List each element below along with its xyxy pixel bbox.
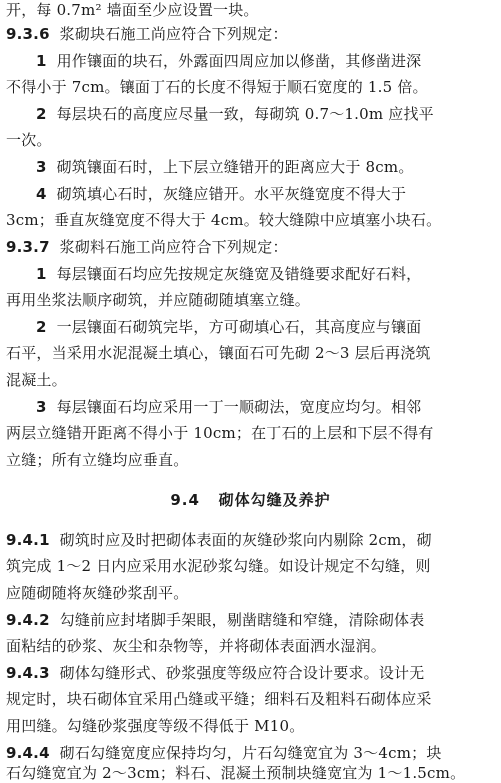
paragraph-text: 应随砌随将灰缝砂浆刮平。 — [6, 584, 189, 602]
section-number: 9.4 — [170, 491, 200, 509]
text-line — [6, 583, 496, 603]
item-number: 3 — [36, 158, 47, 176]
list-item — [36, 397, 496, 417]
paragraph-text: 立缝；所有立缝均应垂直。 — [6, 451, 189, 469]
paragraph-text: 筑完成 1～2 日内应采用水泥砂浆勾缝。如设计规定不勾缝，则 — [6, 557, 431, 575]
item-text: 用作镶面的块石，外露面四周应加以修凿，其修凿进深 — [56, 52, 422, 70]
text-line — [6, 210, 496, 230]
text-line — [6, 0, 496, 20]
text-line — [6, 556, 496, 576]
item-number: 4 — [36, 185, 47, 203]
item-text: 每层镶面石均应采用一丁一顺砌法，宽度应均匀。相邻 — [56, 398, 422, 416]
clause-number: 9.4.1 — [6, 531, 50, 549]
paragraph-text: 再用坐浆法顺序砌筑，并应随砌随填塞立缝。 — [6, 291, 311, 309]
list-item — [36, 317, 496, 337]
list-item — [36, 264, 496, 284]
paragraph-text: 两层立缝错开距离不得小于 10cm；在丁石的上层和下层不得有 — [6, 424, 434, 442]
clause-9-4-3 — [6, 663, 496, 683]
item-number: 2 — [36, 318, 47, 336]
paragraph-text: 3cm；垂直灰缝宽度不得大于 4cm。较大缝隙中应填塞小块石。 — [6, 211, 442, 229]
text-line — [6, 689, 496, 709]
clause-9-3-7 — [6, 237, 496, 257]
paragraph-text: 一次。 — [6, 131, 52, 149]
clause-text: 浆砌块石施工尚应符合下列规定： — [59, 25, 288, 43]
text-line — [6, 763, 496, 783]
clause-text: 勾缝前应封堵脚手架眼，剔凿瞎缝和窄缝，清除砌体表 — [59, 611, 425, 629]
clause-number: 9.4.3 — [6, 664, 50, 682]
paragraph-text: 规定时，块石砌体宜采用凸缝或平缝；细料石及粗料石砌体应采 — [6, 690, 432, 708]
paragraph-text: 石平，当采用水泥混凝土填心，镶面石可先砌 2～3 层后再浇筑 — [6, 344, 431, 362]
paragraph-text: 石勾缝宽宜为 2～3cm；料石、混凝土预制块缝宽宜为 1～1.5cm。 — [6, 764, 466, 782]
list-item — [36, 51, 496, 71]
item-text: 每层块石的高度应尽量一致，每砌筑 0.7～1.0m 应找平 — [56, 105, 434, 123]
text-line — [6, 716, 496, 736]
clause-9-4-4 — [6, 743, 496, 763]
text-line — [6, 290, 496, 310]
paragraph-text: 面粘结的砂浆、灰尘和杂物等，并将砌体表面洒水湿润。 — [6, 637, 387, 655]
list-item — [36, 104, 496, 124]
item-number: 3 — [36, 398, 47, 416]
list-item — [36, 157, 496, 177]
clause-number: 9.4.4 — [6, 744, 50, 762]
item-text: 每层镶面石均应先按规定灰缝宽及错缝要求配好石料， — [56, 265, 422, 283]
clause-text: 砌筑时应及时把砌体表面的灰缝砂浆向内剔除 2cm，砌 — [59, 531, 432, 549]
paragraph-text: 开，每 0.7m² 墙面至少应设置一块。 — [6, 1, 259, 19]
item-text: 砌筑镶面石时，上下层立缝错开的距离应大于 8cm。 — [56, 158, 414, 176]
clause-number: 9.3.7 — [6, 238, 50, 256]
section-heading — [0, 490, 501, 510]
text-line — [6, 130, 496, 150]
clause-9-4-2 — [6, 610, 496, 630]
text-line — [6, 77, 496, 97]
clause-9-3-6 — [6, 24, 496, 44]
clause-number: 9.3.6 — [6, 25, 50, 43]
item-number: 2 — [36, 105, 47, 123]
item-number: 1 — [36, 52, 47, 70]
list-item — [36, 184, 496, 204]
clause-text: 砌石勾缝宽度应保持均匀，片石勾缝宽宜为 3～4cm；块 — [59, 744, 442, 762]
clause-number: 9.4.2 — [6, 611, 50, 629]
clause-9-4-1 — [6, 530, 496, 550]
text-line — [6, 343, 496, 363]
section-title: 砌体勾缝及养护 — [218, 491, 331, 509]
text-line — [6, 370, 496, 390]
item-text: 砌筑填心石时，灰缝应错开。水平灰缝宽度不得大于 — [56, 185, 407, 203]
clause-text: 浆砌料石施工尚应符合下列规定： — [59, 238, 288, 256]
paragraph-text: 不得小于 7cm。镶面丁石的长度不得短于顺石宽度的 1.5 倍。 — [6, 78, 428, 96]
clause-text: 砌体勾缝形式、砂浆强度等级应符合设计要求。设计无 — [59, 664, 425, 682]
paragraph-text: 混凝土。 — [6, 371, 67, 389]
item-text: 一层镶面石砌筑完毕，方可砌填心石，其高度应与镶面 — [56, 318, 422, 336]
text-line — [6, 450, 496, 470]
item-number: 1 — [36, 265, 47, 283]
paragraph-text: 用凹缝。勾缝砂浆强度等级不得低于 M10。 — [6, 717, 305, 735]
text-line — [6, 423, 496, 443]
text-line — [6, 636, 496, 656]
